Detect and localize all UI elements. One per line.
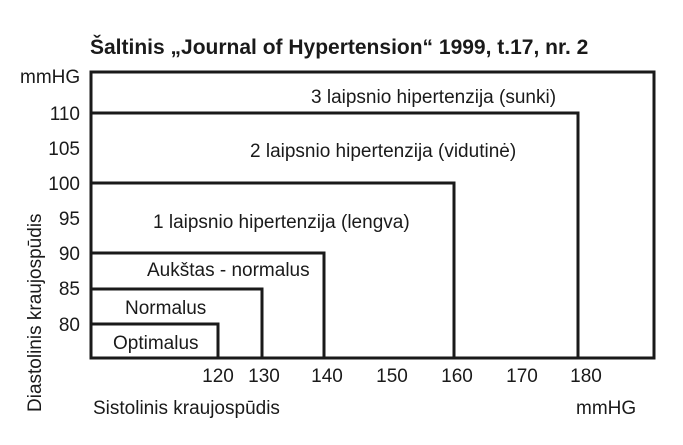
y-tick-110: 110	[49, 104, 80, 125]
y-tick-90: 90	[58, 244, 80, 265]
x-tick-120: 120	[202, 366, 234, 387]
source-title: Šaltinis „Journal of Hypertension“ 1999, t.17, nr. 2	[90, 36, 589, 59]
zone-label-high-normal: Aukštas - normalus	[147, 260, 310, 281]
x-tick-130: 130	[248, 366, 280, 387]
x-tick-150: 150	[376, 366, 408, 387]
x-tick-180: 180	[570, 366, 602, 387]
zone-label-grade3: 3 laipsnio hipertenzija (sunki)	[311, 87, 557, 108]
y-tick-80: 80	[58, 315, 80, 336]
y-axis-label: Diastolinis kraujospūdis	[25, 213, 46, 412]
y-tick-95: 95	[58, 209, 80, 230]
zone-label-grade1: 1 laipsnio hipertenzija (lengva)	[153, 212, 410, 233]
x-unit-label: mmHG	[576, 398, 637, 419]
zone-label-optimal: Optimalus	[113, 333, 199, 354]
y-tick-105: 105	[48, 139, 80, 160]
x-tick-160: 160	[441, 366, 473, 387]
y-tick-100: 100	[48, 174, 80, 195]
zone-label-normal: Normalus	[125, 298, 207, 319]
x-tick-170: 170	[506, 366, 538, 387]
x-tick-140: 140	[311, 366, 343, 387]
y-unit-label: mmHG	[20, 67, 81, 88]
zone-label-grade2: 2 laipsnio hipertenzija (vidutinė)	[250, 141, 517, 162]
x-axis-label: Sistolinis kraujospūdis	[93, 398, 280, 419]
y-tick-85: 85	[58, 279, 80, 300]
